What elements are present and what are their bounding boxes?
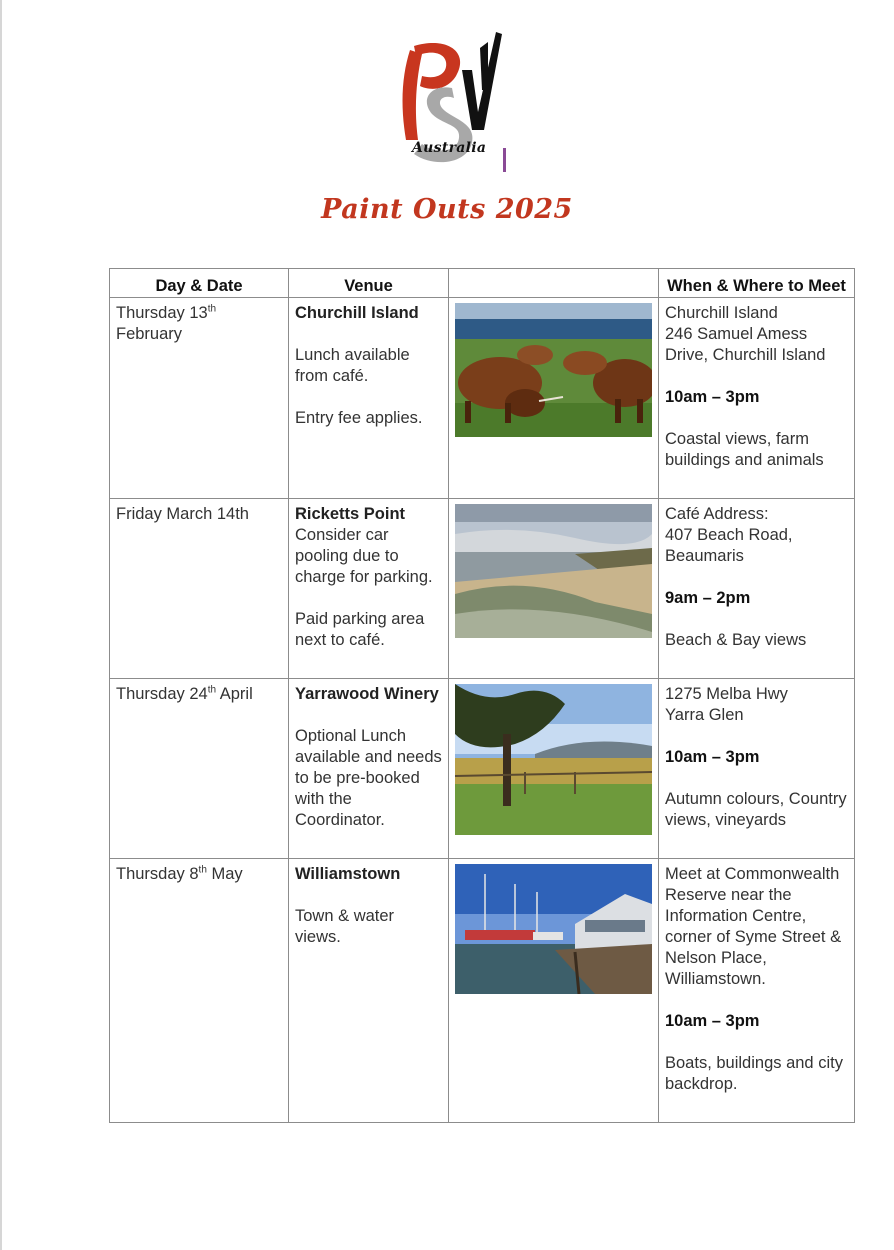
photo-cell: [449, 679, 659, 859]
time: 9am – 2pm: [665, 589, 751, 607]
when-where-cell: Meet at Commonwealth Reserve near the Information Centre, corner of Syme Street & Nelson Place, Williamstown. 10am – 3pm Boats, buildings and city backdrop.: [659, 859, 855, 1123]
views: Beach & Bay views: [665, 631, 807, 649]
venue-name: Ricketts Point: [295, 505, 406, 523]
time: 10am – 3pm: [665, 388, 760, 406]
views: Coastal views, farm buildings and animals: [665, 430, 824, 469]
text-cursor: [503, 148, 506, 172]
day-date-cell: Friday March 14th: [110, 499, 289, 679]
highland-cattle-photo: [455, 303, 652, 437]
page-edge: [0, 0, 2, 1250]
venue-cell: [289, 859, 449, 1123]
logo-caption: Australia: [412, 140, 487, 156]
venue-name: Yarrawood Winery: [295, 685, 439, 703]
venue-note: Lunch available from café.: [295, 346, 410, 385]
table-header-row: [110, 269, 855, 298]
beach-photo: [455, 504, 652, 638]
header-day-date: Day & Date: [110, 269, 289, 298]
marina-photo: [455, 864, 652, 994]
time: 10am – 3pm: [665, 748, 760, 766]
table-row: [110, 298, 855, 499]
venue-cell: [289, 298, 449, 499]
venue-name: Williamstown: [295, 865, 401, 883]
when-where-cell: 1275 Melba Hwy Yarra Glen 10am – 3pm Autumn colours, Country views, vineyards: [659, 679, 855, 859]
venue-note: Consider car pooling due to charge for parking.: [295, 526, 433, 586]
venue-note: Entry fee applies.: [295, 409, 423, 427]
when-where-cell: Café Address: 407 Beach Road, Beaumaris 9am – 2pm Beach & Bay views: [659, 499, 855, 679]
venue-note: Paid parking area next to café.: [295, 610, 425, 649]
day-date-cell: Thursday 24th April: [110, 679, 289, 859]
venue-note: Town & water views.: [295, 907, 395, 946]
photo-cell: [449, 298, 659, 499]
venue-name: Churchill Island: [295, 304, 419, 322]
venue-cell: [289, 679, 449, 859]
table-row: [110, 859, 855, 1123]
day-date-cell: Thursday 13th February: [110, 298, 289, 499]
venue-note: Optional Lunch available and needs to be pre-booked with the Coordinator.: [295, 727, 442, 829]
day-date-cell: Thursday 8th May: [110, 859, 289, 1123]
vineyard-photo: [455, 684, 652, 835]
photo-cell: [449, 499, 659, 679]
table-row: [110, 499, 855, 679]
page-title: Paint Outs 2025: [321, 194, 573, 225]
views: Boats, buildings and city backdrop.: [665, 1054, 843, 1093]
table-row: [110, 679, 855, 859]
time: 10am – 3pm: [665, 1012, 760, 1030]
header-venue: Venue: [289, 269, 449, 298]
schedule-table: [109, 268, 855, 1123]
venue-cell: [289, 499, 449, 679]
header-photo: [449, 269, 659, 298]
photo-cell: [449, 859, 659, 1123]
views: Autumn colours, Country views, vineyards: [665, 790, 847, 829]
when-where-cell: Churchill Island 246 Samuel Amess Drive, Churchill Island 10am – 3pm Coastal views, farm buildings and animals: [659, 298, 855, 499]
header-when-where: When & Where to Meet: [659, 269, 855, 298]
